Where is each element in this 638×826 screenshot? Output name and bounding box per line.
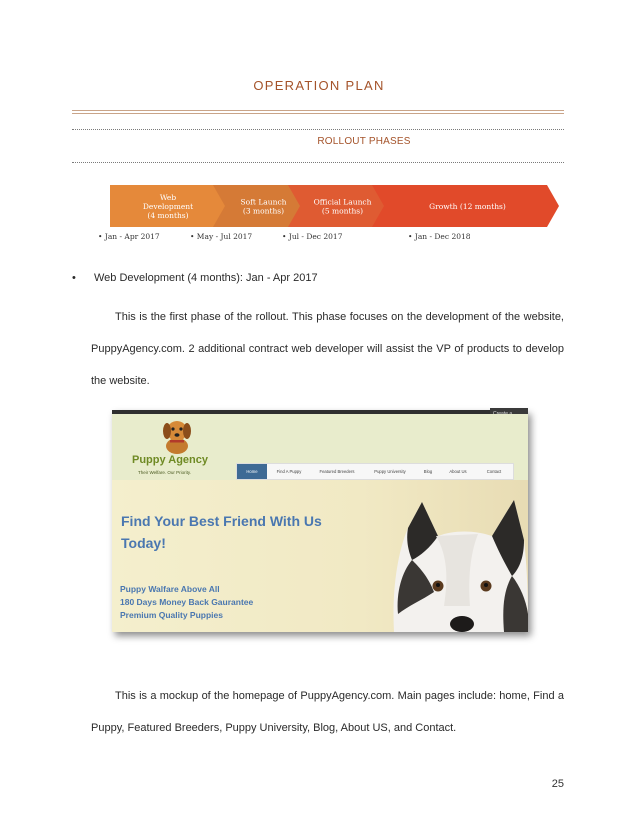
phase-name: Official Launch bbox=[313, 197, 372, 207]
mockup-tagline: Their Welfare. Our Priority. bbox=[138, 470, 192, 475]
mockup-logo-text: Puppy Agency bbox=[132, 454, 208, 466]
paragraph: This is a mockup of the homepage of PuppyAgency.com. Main pages include: home, Find a Puppy, Featured Breeders, Puppy University, Blog, About US, and Contact. bbox=[91, 690, 564, 734]
bullet-text: Web Development (4 months): Jan - Apr 2017 bbox=[94, 272, 318, 284]
mockup-headline-line: Today! bbox=[121, 535, 166, 551]
mockup-nav-about-us: About Us bbox=[449, 469, 467, 474]
mockup-nav-find-puppy: Find A Puppy bbox=[276, 469, 302, 474]
section-heading: ROLLOUT PHASES bbox=[317, 136, 411, 147]
rollout-phases-diagram bbox=[98, 181, 555, 245]
phase-name: Growth (12 months) bbox=[429, 202, 506, 211]
phase-dates: • May - Jul 2017 bbox=[190, 232, 253, 241]
mockup-headline bbox=[121, 510, 361, 554]
dog-photo-image bbox=[374, 496, 528, 632]
title-divider-line bbox=[72, 113, 564, 114]
mockup-nav-home: Home bbox=[237, 464, 267, 479]
heading-divider-top bbox=[72, 129, 564, 130]
phase-name: Web bbox=[159, 193, 177, 202]
mockup-feature-text: Premium Quality Puppies bbox=[120, 610, 223, 620]
title-divider-line bbox=[72, 110, 564, 111]
mockup-headline-line: Find Your Best Friend With Us bbox=[121, 513, 322, 529]
heading-divider-bottom bbox=[72, 162, 564, 163]
mockup-nav-puppy-university: Puppy University bbox=[374, 469, 406, 474]
puppy-logo-icon bbox=[156, 416, 198, 456]
mockup-feature-text: Puppy Walfare Above All bbox=[120, 584, 220, 594]
phase-dates: • Jan - Dec 2018 bbox=[408, 232, 471, 241]
mockup-nav-featured-breeders: Featured Breeders bbox=[319, 469, 355, 474]
phase-name: (5 months) bbox=[321, 206, 364, 216]
phase-name: (4 months) bbox=[147, 211, 189, 220]
phase-name: Development bbox=[142, 202, 194, 211]
homepage-mockup-image bbox=[112, 410, 528, 632]
phase-dates: • Jul - Dec 2017 bbox=[282, 232, 343, 241]
page-number: 25 bbox=[551, 778, 564, 790]
mockup-nav-bar bbox=[236, 463, 514, 480]
mockup-nav-blog: Blog bbox=[423, 469, 433, 474]
phase-name: (3 months) bbox=[242, 206, 285, 216]
paragraph: This is the first phase of the rollout. This phase focuses on the development of the website, PuppyAgency.com. 2 additional contract web developer will assist the VP of products to develop the website. bbox=[91, 311, 564, 387]
bullet-marker: • bbox=[72, 272, 76, 284]
page-title: OPERATION PLAN bbox=[253, 78, 385, 93]
phase-name: Soft Launch bbox=[240, 197, 287, 207]
mockup-nav-contact: Contact bbox=[486, 469, 502, 474]
phase-dates: • Jan - Apr 2017 bbox=[98, 232, 160, 241]
mockup-feature-text: 180 Days Money Back Gaurantee bbox=[120, 597, 254, 607]
